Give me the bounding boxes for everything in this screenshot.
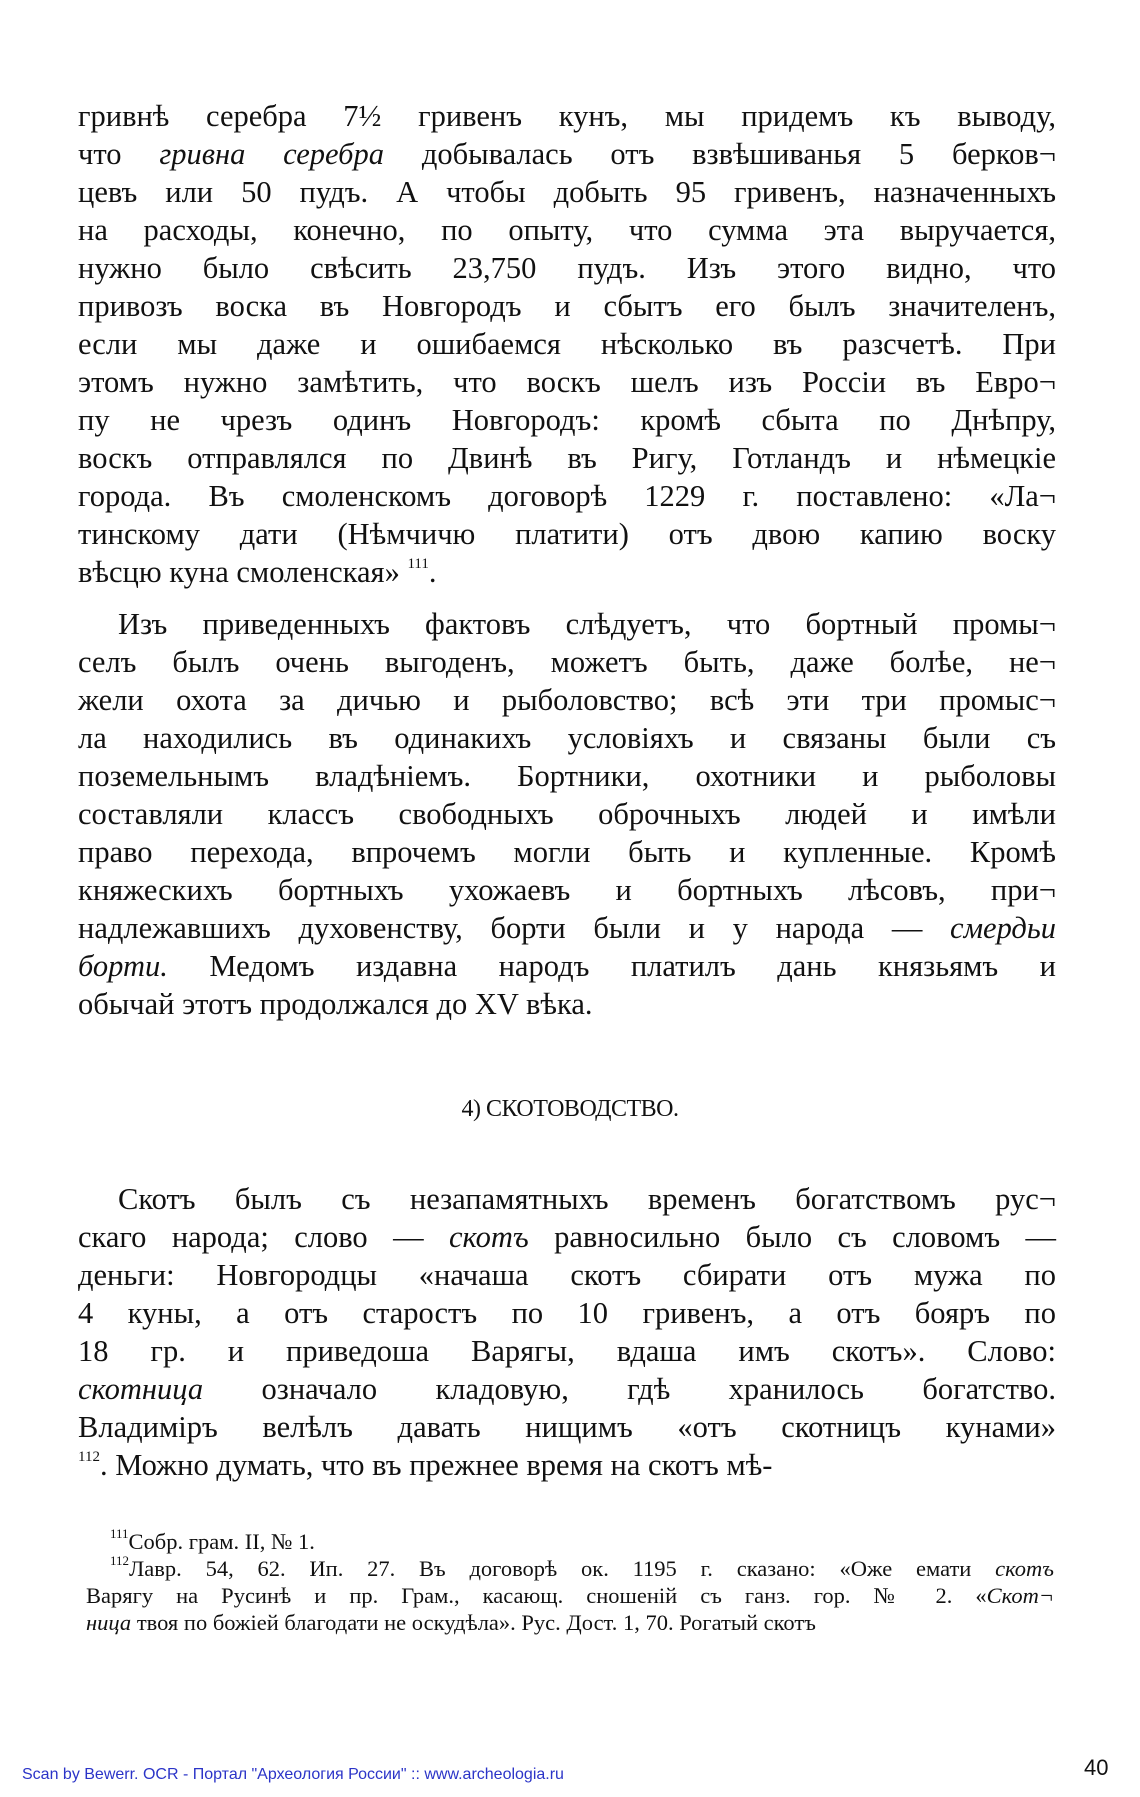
italic-term: борти. — [78, 949, 168, 983]
paragraph-cattle — [78, 1180, 1056, 1484]
text-line: что гривна серебра добывалась отъ взвѣшиванья 5 берков¬ — [78, 137, 1056, 171]
text-line: привозъ воска въ Новгородъ и сбытъ его былъ значителенъ, — [78, 289, 1056, 323]
footnote-112: $^{112}$Лавр. 54, 62. Ип. 27. Въ договорѣ ок. 1195 г. сказано: «Оже емати скотъ — [110, 1553, 1054, 1581]
text-line: ла находились въ одинакихъ условіяхъ и связаны были съ — [78, 721, 1056, 755]
italic-term: скотъ — [448, 1220, 529, 1254]
text-line: 4 куны, а отъ старостъ по 10 гривенъ, а отъ бояръ по — [78, 1296, 1056, 1330]
italic-term: гривна серебра — [159, 137, 385, 171]
footnote-line: ница твоя по божіей благодати не оскудѣла». Рус. Дост. 1, 70. Рогатый скотъ — [86, 1610, 816, 1635]
text-line: борти. Медомъ издавна народъ платилъ дань князьямъ и — [78, 949, 1056, 983]
text-line: на расходы, конечно, по опыту, что сумма эта выручается, — [78, 213, 1056, 247]
text-line: скаго народа; слово — скотъ равносильно было съ словомъ — — [78, 1220, 1056, 1254]
paragraph-wax-trade — [78, 97, 1056, 591]
footnote-line: Варягу на Русинѣ и пр. Грам., касающ. сношеній съ ганз. гор. № 2. «Скот¬ — [86, 1583, 1054, 1608]
footnotes — [86, 1528, 1054, 1636]
text-line: составляли классъ свободныхъ оброчныхъ людей и имѣли — [78, 797, 1056, 831]
text-line: воскъ отправлялся по Двинѣ въ Ригу, Готландъ и нѣмецкіе — [78, 441, 1056, 475]
footnote-111: $^{111}$Собр. грам. II, № 1. — [110, 1526, 315, 1554]
text-line: пу не чрезъ одинъ Новгородъ: кромѣ сбыта по Днѣпру, — [78, 403, 1056, 437]
text-line: вѣсцю куна смоленская» $^{111}$. — [78, 555, 437, 589]
text-line: право перехода, впрочемъ могли быть и купленные. Кромѣ — [78, 835, 1056, 869]
italic-term: скотница — [78, 1372, 204, 1406]
text-line: Владиміръ велѣлъ давать нищимъ «отъ скотницъ кунами» — [78, 1410, 1056, 1444]
scan-credit-link[interactable]: Scan by Bewerr. OCR - Портал "Археология России" :: www.archeologia.ru — [22, 1766, 564, 1783]
text-line: жели охота за дичью и рыболовство; всѣ эти три промыс¬ — [78, 683, 1056, 717]
section-heading: 4) СКОТОВОДСТВО. — [461, 1096, 679, 1122]
paragraph-beekeeping — [78, 605, 1056, 1023]
text-line: деньги: Новгородцы «начаша скотъ сбирати отъ мужа по — [78, 1258, 1056, 1292]
page-number: 40 — [1084, 1755, 1109, 1780]
text-line: 18 гр. и приведоша Варягы, вдаша имъ скотъ». Слово: — [78, 1334, 1056, 1368]
text-line: нужно было свѣсить 23,750 пудъ. Изъ этого видно, что — [78, 251, 1056, 285]
text-line: Изъ приведенныхъ фактовъ слѣдуетъ, что бортный промы¬ — [118, 607, 1056, 641]
text-line: надлежавшихъ духовенству, борти были и у народа — смердьи — [78, 911, 1056, 945]
text-line: тинскому дати (Нѣмчичю платити) отъ двою капию воску — [78, 517, 1056, 551]
text-line: $^{112}$. Можно думать, что въ прежнее время на скотъ мѣ- — [78, 1448, 773, 1482]
footnote-ref-111[interactable]: 111 — [407, 556, 429, 572]
text-line: обычай этотъ продолжался до XV вѣка. — [78, 987, 593, 1021]
italic-term: смердьи — [950, 911, 1056, 945]
text-line: скотница означало кладовую, гдѣ хранилось богатство. — [78, 1372, 1056, 1406]
text-line: Скотъ былъ съ незапамятныхъ временъ богатствомъ рус¬ — [118, 1182, 1056, 1216]
text-line: города. Въ смоленскомъ договорѣ 1229 г. поставлено: «Ла¬ — [78, 479, 1056, 513]
footnote-ref-112[interactable]: 112 — [78, 1449, 100, 1465]
text-line: гривнѣ серебра 7½ гривенъ кунъ, мы придемъ къ выводу, — [78, 99, 1056, 133]
text-line: если мы даже и ошибаемся нѣсколько въ разсчетѣ. При — [78, 327, 1056, 361]
text-line: княжескихъ бортныхъ ухожаевъ и бортныхъ лѣсовъ, при¬ — [78, 873, 1056, 907]
text-line: этомъ нужно замѣтить, что воскъ шелъ изъ Россіи въ Евро¬ — [78, 365, 1056, 399]
text-line: цевъ или 50 пудъ. А чтобы добыть 95 гривенъ, назначенныхъ — [78, 175, 1056, 209]
text-line: селъ былъ очень выгоденъ, можетъ быть, даже болѣе, не¬ — [78, 645, 1056, 679]
text-line: поземельнымъ владѣніемъ. Бортники, охотники и рыболовы — [78, 759, 1056, 793]
